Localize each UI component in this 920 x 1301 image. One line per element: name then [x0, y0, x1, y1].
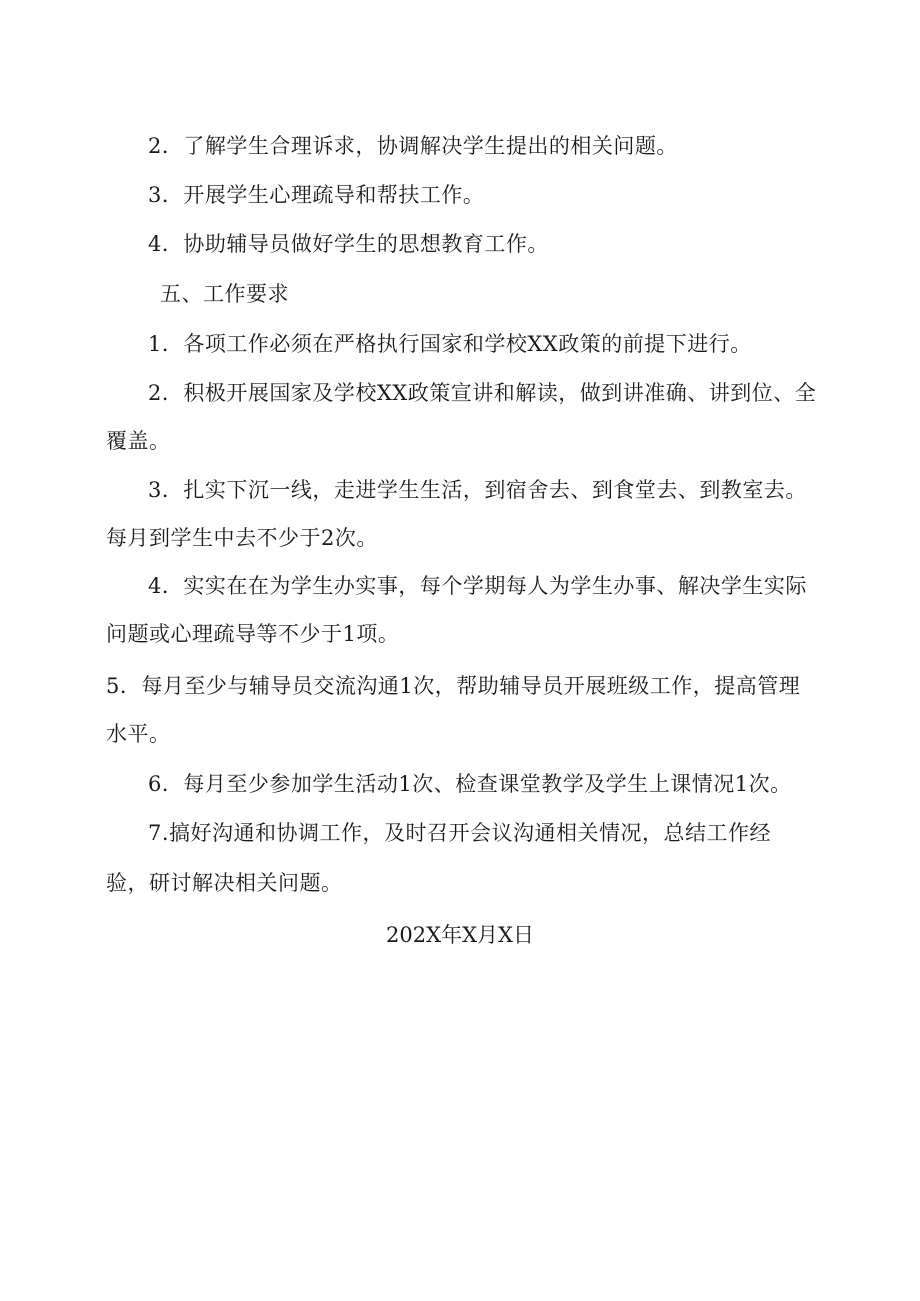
paragraph-item-4-assist-counselor: 4．协助辅导员做好学生的思想教育工作。 [148, 232, 549, 256]
document-date: 202X年X月X日 [386, 923, 534, 947]
paragraph-item-2-understand-demands: 2．了解学生合理诉求，协调解决学生提出的相关问题。 [148, 134, 678, 158]
paragraph-item-3-counseling: 3．开展学生心理疏导和帮扶工作。 [148, 183, 485, 207]
section-heading-work-requirements: 五、工作要求 [160, 282, 289, 306]
requirement-7-line-2: 验，研讨解决相关问题。 [106, 871, 343, 895]
requirement-3-line-1: 3．扎实下沉一线，走进学生生活，到宿舍去、到食堂去、到教室去。 [148, 478, 807, 502]
requirement-7-line-1: 7.搞好沟通和协调工作，及时召开会议沟通相关情况，总结工作经 [148, 821, 772, 845]
requirement-6: 6．每月至少参加学生活动1次、检查课堂教学及学生上课情况1次。 [148, 772, 792, 796]
requirement-1: 1．各项工作必须在严格执行国家和学校XX政策的前提下进行。 [148, 332, 752, 356]
requirement-3-line-2: 每月到学生中去不少于2次。 [106, 526, 378, 550]
requirement-2-line-1: 2．积极开展国家及学校XX政策宣讲和解读，做到讲准确、讲到位、全 [148, 381, 817, 405]
requirement-4-line-2: 问题或心理疏导等不少于1项。 [106, 622, 400, 646]
requirement-4-line-1: 4．实实在在为学生办实事，每个学期每人为学生办事、解决学生实际 [148, 574, 807, 598]
requirement-2-line-2: 覆盖。 [106, 429, 171, 453]
requirement-5-line-1: 5．每月至少与辅导员交流沟通1次，帮助辅导员开展班级工作，提高管理 [106, 674, 801, 698]
requirement-5-line-2: 水平。 [106, 722, 171, 746]
